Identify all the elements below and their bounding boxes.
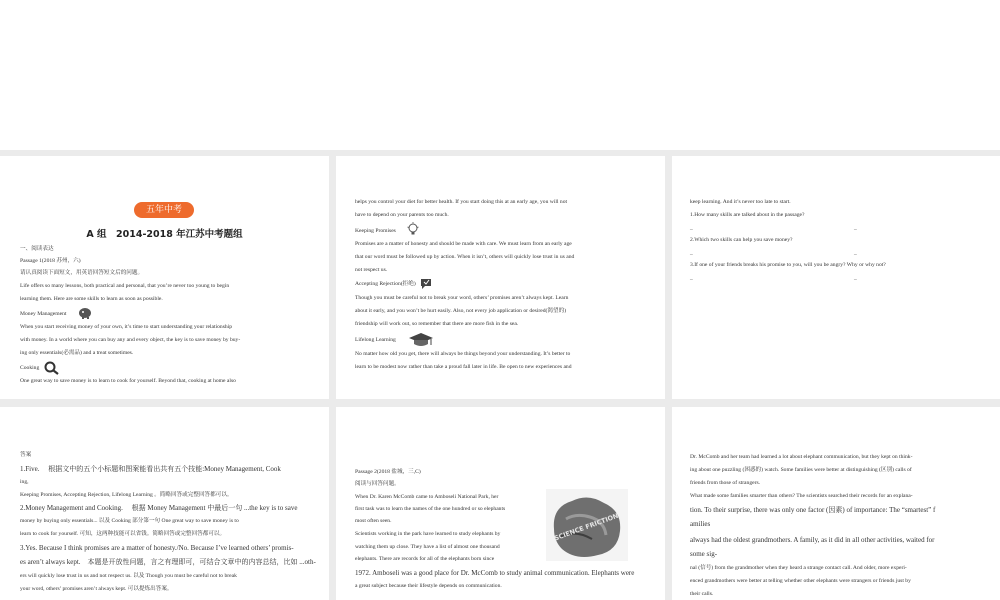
page-5 [336,407,665,600]
answer-blank: _ [854,250,857,256]
body-line: about it early, and you won’t be hurt easily. Also, not every job application or desired(渴望的) [355,308,567,314]
answer-line: 1.Five. 根据文中的五个小标题和图案能看出共有五个技能:Money Management, Cook [20,465,281,473]
body-line: No matter how old you get, there will always be things beyond your understanding. It’s better to [355,351,571,357]
question-2: 2.Which two skills can help you save money? [690,237,793,243]
body-line: with money. In a world where you can buy any and every object, the key is to save money by buy- [20,337,241,343]
magnifier-icon [44,361,60,375]
body-line: What made some families smarter than others? The scientists searched their records for an explana- [690,493,913,499]
body-line: Dr. McComb and her team had learned a lot about elephant communication, but they kept on think- [690,454,913,460]
page-6 [672,407,1000,600]
body-line: watching them up close. They have a list of almost one thousand [355,544,500,550]
page-title: A 组 2014-2018 年江苏中考题组 [86,229,243,240]
answer-line: es aren’t always kept. 本题是开放性问题，言之有理即可，可结合文章中的内容总结，比如 ...oth- [20,558,316,566]
body-line: most often seen. [355,518,392,524]
body-line: helps you control your diet for better health. If you start doing this at an early age, you will not [355,199,568,205]
body-line: Scientists working in the park have learned to study elephants by [355,531,501,537]
body-line: ing only essentials(必需品) and a treat sometimes. [20,350,134,356]
answer-blank: _ [690,225,693,231]
answer-line: learn to cook for yourself. 可知，这两种技能可以省钱。简略回答或完整回答都可以。 [20,531,226,537]
page-2 [336,156,665,399]
body-line: their calls. [690,591,714,597]
body-line: One great way to save money is to learn to cook for yourself. Beyond that, cooking at home also [20,378,236,384]
body-line: friends from those of strangers. [690,480,761,486]
page-1 [0,156,329,399]
answer-line: ing, [20,479,29,485]
question-3: 3.If one of your friends breaks his promise to you, will you be angry? Why or why not? [690,262,886,268]
speech-bubble-icon [419,277,433,291]
body-line: learn to be modest now rather than take a proud fall later in life. Be open to new experiences and [355,364,572,370]
question-1: 1.How many skills are talked about in the passage? [690,212,805,218]
heading-lifelong-learning: Lifelong Learning [355,337,396,343]
body-line: Life offers so many lessons, both practical and personal, that you’re never too young to begin [20,283,230,289]
instruction-text: 请认真阅读下面短文，用英语回答短文后的问题。 [20,270,144,276]
answer-heading: 答案 [20,452,32,458]
answer-line: Keeping Promises, Accepting Rejection, Lifelong Learning 。简略回答或完整回答都可以。 [20,492,233,498]
lightbulb-icon [407,222,419,236]
body-line: When you start receiving money of your own, it’s time to start understanding your relationship [20,324,233,330]
body-line: have to depend on your parents too much. [355,212,449,218]
body-line: ing about one puzzling (困惑的) watch. Some families were better at distinguishing (区别) calls of [690,467,912,473]
body-line: When Dr. Karen McComb came to Amboseli National Park, her [355,494,499,500]
graduation-cap-icon [407,332,435,348]
body-line: friendship will work out, so remember that there are more fish in the sea. [355,321,519,327]
elephant-ear-photo [546,489,628,561]
answer-blank: _ [854,275,857,281]
answer-blank: _ [854,225,857,231]
section-heading: 一、阅读表达 [20,246,54,252]
top-blank-area [0,0,1000,150]
answer-blank: _ [690,275,693,281]
answer-line: your word, others’ promises aren’t always kept. 可以提炼出答案。 [20,586,173,592]
answer-line: 3.Yes. Because I think promises are a matter of honesty./No. Because I’ve learned others’ promis- [20,544,294,552]
body-line: enced grandmothers were better at telling whether other elephants were strangers or friends just by [690,578,911,584]
body-line: amilies [690,520,711,528]
page-4 [0,407,329,600]
body-line: keep learning. And it’s never too late to start. [690,199,791,205]
passage-label: Passage 1(2018 苏州，六) [20,258,81,264]
instruction-text: 阅读与回答问题。 [355,481,400,487]
body-line: a great subject because their lifestyle depends on communication. [355,583,502,589]
body-line: nal (信号) from the grandmother when they heard a strange contact call. And older, more experi- [690,565,907,571]
answer-line: money by buying only essentials... 以及 Cooking 部分第一句 One great way to save money is to [20,518,239,524]
body-line: Though you must be careful not to break your word, others’ promises aren’t always kept. Learn [355,295,569,301]
body-line: first task was to learn the names of the one hundred or so elephants [355,506,506,512]
body-line: Promises are a matter of honesty and should be made with care. We must learn from an early age [355,241,572,247]
heading-keeping-promises: Keeping Promises [355,228,396,234]
body-line: that our word must be followed up by action. When it isn’t, others will quickly lose trust in us and [355,254,575,260]
heading-accepting-rejection: Accepting Rejection(拒绝) [355,281,416,287]
page-3 [672,156,1000,399]
body-line: not respect us. [355,267,388,273]
body-line: some sig- [690,550,718,558]
passage-label: Passage 2(2018 盐城，三,C) [355,469,421,475]
body-line: 1972. Amboseli was a good place for Dr. McComb to study animal communication. Elephants were [355,569,635,577]
photo-caption: SCIENCE FRICTION [553,511,620,543]
heading-money-management: Money Management [20,311,67,317]
answer-blank: _ [690,250,693,256]
piggy-bank-icon [78,307,92,319]
answer-line: 2.Money Management and Cooking. 根据 Money Management 中最后一句 ...the key is to save [20,504,298,512]
body-line: elephants. There are records for all of the elephants born since [355,556,495,562]
body-line: always had the oldest grandmothers. A family, as it did in all other activities, waited for [690,536,935,544]
heading-cooking: Cooking [20,365,40,371]
answer-line: ers will quickly lose trust in us and not respect us. 以及 Though you must be careful not to break [20,573,237,579]
body-line: tion. To their surprise, there was only one factor (因素) of importance: The “smartest” f [690,506,936,514]
five-year-badge: 五年中考 [134,202,194,218]
body-line: learning them. Here are some skills to learn as soon as possible. [20,296,163,302]
